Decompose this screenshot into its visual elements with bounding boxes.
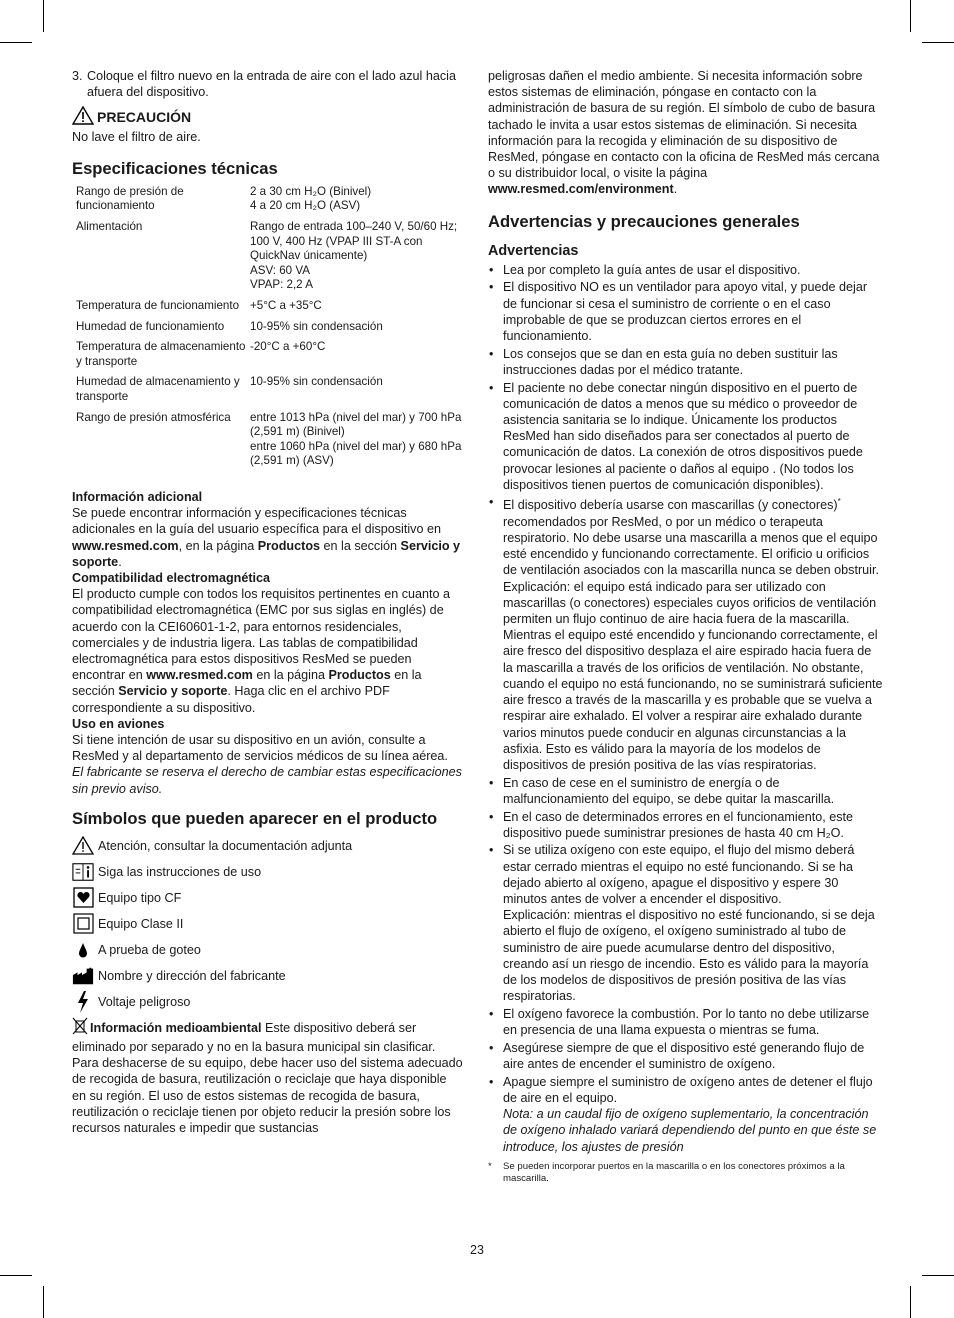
- spec-value: [250, 411, 466, 475]
- spec-value-line: Rango de entrada 100–240 V, 50/60 Hz;: [250, 220, 458, 233]
- spec-value: [250, 299, 466, 320]
- symbol-row: [72, 861, 464, 883]
- list-item: • El dispositivo NO es un ventilador para apoyo vital, y puede dejar de funcionar si cesa el suministro de corriente o en el caso improbable de que se produzcan ciertos errores en el funcionamiento.: [488, 279, 883, 344]
- environment-link[interactable]: www.resmed.com/environment: [488, 182, 674, 197]
- general-warnings-heading: Advertencias y precauciones generales: [488, 211, 800, 231]
- list-item: • El paciente no debe conectar ningún dispositivo en el puerto de comunicación de datos a menos que su médico o proveedor de asistencia sanitaria se lo indique. Únicamente los productos ResMed han sido diseñados para ser conectados al puerto de comunicación de datos. La conexión de otros dispositivos puede provocar lesiones al paciente o daños al equipo . (No todos los dispositivos tienen puertos de comunicación disponibles).: [488, 380, 883, 493]
- drop-icon: [72, 939, 94, 961]
- info-title: Información adicional: [72, 489, 203, 504]
- air-title: Uso en aviones: [72, 716, 165, 731]
- symbols-heading: Símbolos que pueden aparecer en el producto: [72, 808, 438, 828]
- spec-label: Temperatura de almacenamiento y transporte: [76, 340, 246, 368]
- symbol-row: [72, 991, 464, 1013]
- left-column: [72, 68, 464, 1136]
- warnings-heading: Advertencias: [488, 242, 579, 259]
- list-item: • Lea por completo la guía antes de usar el dispositivo.: [488, 262, 883, 278]
- heart-box-icon: [72, 887, 94, 909]
- spec-value-line: VPAP: 2,2 A: [250, 278, 313, 292]
- spec-value: [250, 185, 466, 220]
- disclaimer: El fabricante se reserva el derecho de cambiar estas especificaciones sin previo aviso.: [72, 765, 462, 796]
- crop-mark: [910, 1286, 911, 1318]
- crop-mark: [922, 42, 954, 43]
- symbol-row: [72, 835, 464, 857]
- spec-label: Alimentación: [76, 220, 143, 233]
- list-item: • Apague siempre el suministro de oxígeno antes de detener el flujo de aire en el equipo. Nota: a un caudal fijo de oxígeno suplementario, la concentración de oxígeno inhalado variará dependiendo del punto en que éste se introduce, los ajustes de presión: [488, 1074, 883, 1155]
- spec-row: [76, 340, 466, 375]
- symbol-label: Nombre y dirección del fabricante: [98, 968, 286, 983]
- symbol-label: Voltaje peligroso: [98, 994, 191, 1009]
- spec-row: [76, 299, 466, 320]
- spec-label: Rango de presión atmosférica: [76, 410, 231, 424]
- air-paragraph: Si tiene intención de usar su dispositivo en un avión, consulte a ResMed y al departamento de servicios médicos de su línea aérea.: [72, 732, 448, 764]
- crop-mark: [910, 0, 911, 32]
- spec-label: Temperatura de funcionamiento: [76, 298, 240, 312]
- spec-value-line: -20°C a +60°C: [250, 340, 326, 354]
- footnote: * Se pueden incorporar puertos en la mascarilla o en los conectores próximos a la mascarilla.: [488, 1160, 845, 1184]
- page-number: 23: [470, 1243, 484, 1257]
- crop-mark: [922, 1275, 954, 1276]
- spec-value: [250, 375, 466, 410]
- list-item: • Si se utiliza oxígeno con este equipo, el flujo del mismo deberá estar cerrado mientras el equipo no esté funcionando. Si se ha dejado abierto al oxígeno, apague el dispositivo y espere 30 minutos antes de volver a encender el dispositivo. Explicación: mientras el dispositivo no esté funcionando, si se deja abierto el flujo de oxígeno, el oxígeno suministrado al tubo de suministro de aire puede acumularse dentro del dispositivo, creando así un riesgo de incendio. Esto es válido para la mayoría de los modelos de dispositivos de presión positiva de las vías respiratorias.: [488, 842, 883, 1004]
- spec-value: [250, 320, 466, 341]
- caution-text: No lave el filtro de aire.: [72, 129, 201, 144]
- explanation: Explicación: el equipo está indicado para ser utilizado con mascarillas (o conectores) especiales cuyos orificios de ventilación permiten un flujo continuo de aire hacia fuera de la mascarilla. Mientras el equipo esté encendido y funcionando correctamente, el aire fresco del dispositivo desplaza el aire espirado hacia fuera de la mascarilla a través de los orificios de ventilación. No obstante, cuando el equipo no está funcionando, no se suministrará suficiente aire fresco a través de la mascarilla y es probable que se vuelva a respirar aire exhalado. El volver a respirar aire exhalado durante varios minutos puede conducir en algunas circunstancias a la asfixia. Esto es válido para la mayoría de los modelos de dispositivos de presión positiva de las vías respiratorias.: [503, 579, 883, 772]
- warning-icon: [72, 106, 94, 128]
- specs-heading: Especificaciones técnicas: [72, 158, 278, 178]
- warnings-list: [488, 262, 883, 1155]
- symbol-label: Equipo Clase II: [98, 916, 184, 931]
- crop-mark: [43, 0, 44, 32]
- symbol-label: Equipo tipo CF: [98, 890, 182, 905]
- spec-label: Rango de presión de funcionamiento: [76, 184, 184, 213]
- symbol-label: Siga las instrucciones de uso: [98, 864, 262, 879]
- resmed-link[interactable]: www.resmed.com: [146, 668, 253, 683]
- note: Nota: a un caudal fijo de oxígeno suplementario, la concentración de oxígeno inhalado variará dependiendo del punto en que éste se introduce, los ajustes de presión: [503, 1107, 877, 1154]
- spec-row: [76, 375, 466, 410]
- instructions-book-icon: [72, 861, 94, 883]
- list-item: • El oxígeno favorece la combustión. Por lo tanto no debe utilizarse en presencia de una llama expuesta o mientras se fuma.: [488, 1006, 883, 1038]
- spec-value-line: 10-95% sin condensación: [250, 375, 383, 389]
- info-paragraph: Se puede encontrar información y especificaciones técnicas adicionales en la guía del usuario específica para el dispositivo en www.resmed.com, en la página Productos en la sección Servicio y soporte.: [72, 506, 461, 569]
- step-number: 3.: [72, 69, 83, 83]
- right-column: [488, 68, 883, 1185]
- list-item: • Asegúrese siempre de que el dispositivo esté generando flujo de aire antes de encender el suministro de oxígeno.: [488, 1040, 883, 1072]
- specs-table: [76, 185, 466, 475]
- list-item: • En el caso de determinados errores en el funcionamiento, este dispositivo puede suministrar presiones de hasta 40 cm H₂O.: [488, 809, 883, 841]
- emc-paragraph: El producto cumple con todos los requisitos pertinentes en cuanto a compatibilidad electromagnética (EMC por sus siglas en inglés) de acuerdo con la CEI60601-1-2, para entornos residenciales, comerciales y de industria ligera. Las tablas de compatibilidad electromagnética para estos dispositivos ResMed se pueden encontrar en www.resmed.com en la página Productos en la sección Servicio y soporte. Haga clic en el archivo PDF correspondiente a su dispositivo.: [72, 587, 451, 715]
- symbol-row: [72, 913, 464, 935]
- list-item: • En caso de cese en el suministro de energía o de malfuncionamiento del equipo, se debe quitar la mascarilla.: [488, 775, 883, 807]
- step-text: Coloque el filtro nuevo en la entrada de aire con el lado azul hacia afuera del dispositivo.: [87, 69, 456, 100]
- spec-value-line: +5°C a +35°C: [250, 298, 322, 312]
- symbol-row: [72, 887, 464, 909]
- spec-label: Humedad de funcionamiento: [76, 319, 225, 333]
- crossed-bin-icon: [72, 1017, 88, 1039]
- explanation: Explicación: mientras el dispositivo no esté funcionando, si se deja abierto el flujo de oxígeno, el oxígeno suministrado al tubo de suministro de aire puede acumularse dentro del dispositivo, creando así un riesgo de incendio. Esto es válido para la mayoría de los modelos de dispositivos de presión positiva de las vías respiratorias.: [503, 908, 875, 1004]
- spec-value-line: 10-95% sin condensación: [250, 319, 383, 333]
- spec-row: [76, 411, 466, 475]
- lightning-icon: [72, 991, 94, 1013]
- double-square-icon: [72, 913, 94, 935]
- list-item: • Los consejos que se dan en esta guía no deben sustituir las instrucciones dadas por el médico tratante.: [488, 346, 883, 378]
- spec-value: [250, 340, 466, 375]
- spec-value-line: entre 1060 hPa (nivel del mar) y 680 hPa (2,591 m) (ASV): [250, 439, 462, 468]
- emc-title: Compatibilidad electromagnética: [72, 570, 271, 585]
- caution-title: PRECAUCIÓN: [97, 109, 192, 126]
- step-3: [72, 68, 464, 100]
- spec-value-line: 4 a 20 cm H₂O (ASV): [250, 199, 361, 213]
- spec-value: [250, 220, 466, 299]
- resmed-link[interactable]: www.resmed.com: [72, 538, 179, 553]
- spec-value-line: ASV: 60 VA: [250, 263, 310, 277]
- spec-value-line: 2 a 30 cm H₂O (Binivel): [250, 184, 372, 198]
- caution-heading: [72, 106, 464, 128]
- symbol-row: [72, 939, 464, 961]
- symbol-row: [72, 965, 464, 987]
- warning-triangle-icon: [72, 835, 94, 857]
- crop-mark: [0, 1275, 32, 1276]
- factory-icon: [72, 965, 94, 987]
- crop-mark: [0, 42, 32, 43]
- symbol-label: Atención, consultar la documentación adjunta: [98, 838, 353, 853]
- symbol-label: A prueba de goteo: [98, 942, 201, 957]
- spec-row: [76, 185, 466, 220]
- spec-value-line: entre 1013 hPa (nivel del mar) y 700 hPa (2,591 m) (Binivel): [250, 410, 462, 439]
- list-item: • El dispositivo debería usarse con mascarillas (y conectores)* recomendados por ResMed, o por un médico o terapeuta respiratorio. No debe usarse una mascarilla a menos que el equipo esté encendido y funcionando correctamente. El orificio u orificios de ventilación asociados con la mascarilla nunca se deben obstruir. Explicación: el equipo está indicado para ser utilizado con mascarillas (o conectores) especiales cuyos orificios de ventilación permiten un flujo continuo de aire hacia fuera de la mascarilla. Mientras el equipo esté encendido y funcionando correctamente, el aire fresco del dispositivo desplaza el aire espirado hacia fuera de la mascarilla a través de los orificios de ventilación. No obstante, cuando el equipo no está funcionando, no se suministrará suficiente aire fresco a través de la mascarilla y es probable que se vuelva a respirar aire exhalado. El volver a respirar aire exhalado durante varios minutos puede conducir en algunas circunstancias a la asfixia. Esto es válido para la mayoría de los modelos de dispositivos de presión positiva de las vías respiratorias.: [488, 494, 883, 773]
- crop-mark: [43, 1286, 44, 1318]
- environment-paragraph: Información medioambiental Este dispositivo deberá ser eliminado por separado y no en la basura municipal sin clasificar. Para deshacerse de su equipo, debe hacer uso del sistema adecuado de recogida de basura, reutilización o reciclaje que haya disponible en su región. El uso de estos sistemas de recogida de basura, reutilización o reciclaje tienen por objeto reducir la presión sobre los recursos naturales e impedir que sustancias: [72, 1017, 464, 1136]
- spec-row: [76, 320, 466, 341]
- environment-paragraph-cont: peligrosas dañen el medio ambiente. Si necesita información sobre estos sistemas de eliminación, póngase en contacto con la administración de basura de su región. El símbolo de cubo de basura tachado le invita a usar estos sistemas de eliminación. Si necesita información para la recogida y eliminación de su dispositivo de ResMed, póngase en contacto con la oficina de ResMed más cercana o su distribuidor local, o visite la página www.resmed.com/environment.: [488, 69, 880, 197]
- spec-label: Humedad de almacenamiento y transporte: [76, 375, 240, 403]
- spec-row: [76, 220, 466, 299]
- spec-value-line: 100 V, 400 Hz (VPAP III ST-A con QuickNav únicamente): [250, 234, 423, 263]
